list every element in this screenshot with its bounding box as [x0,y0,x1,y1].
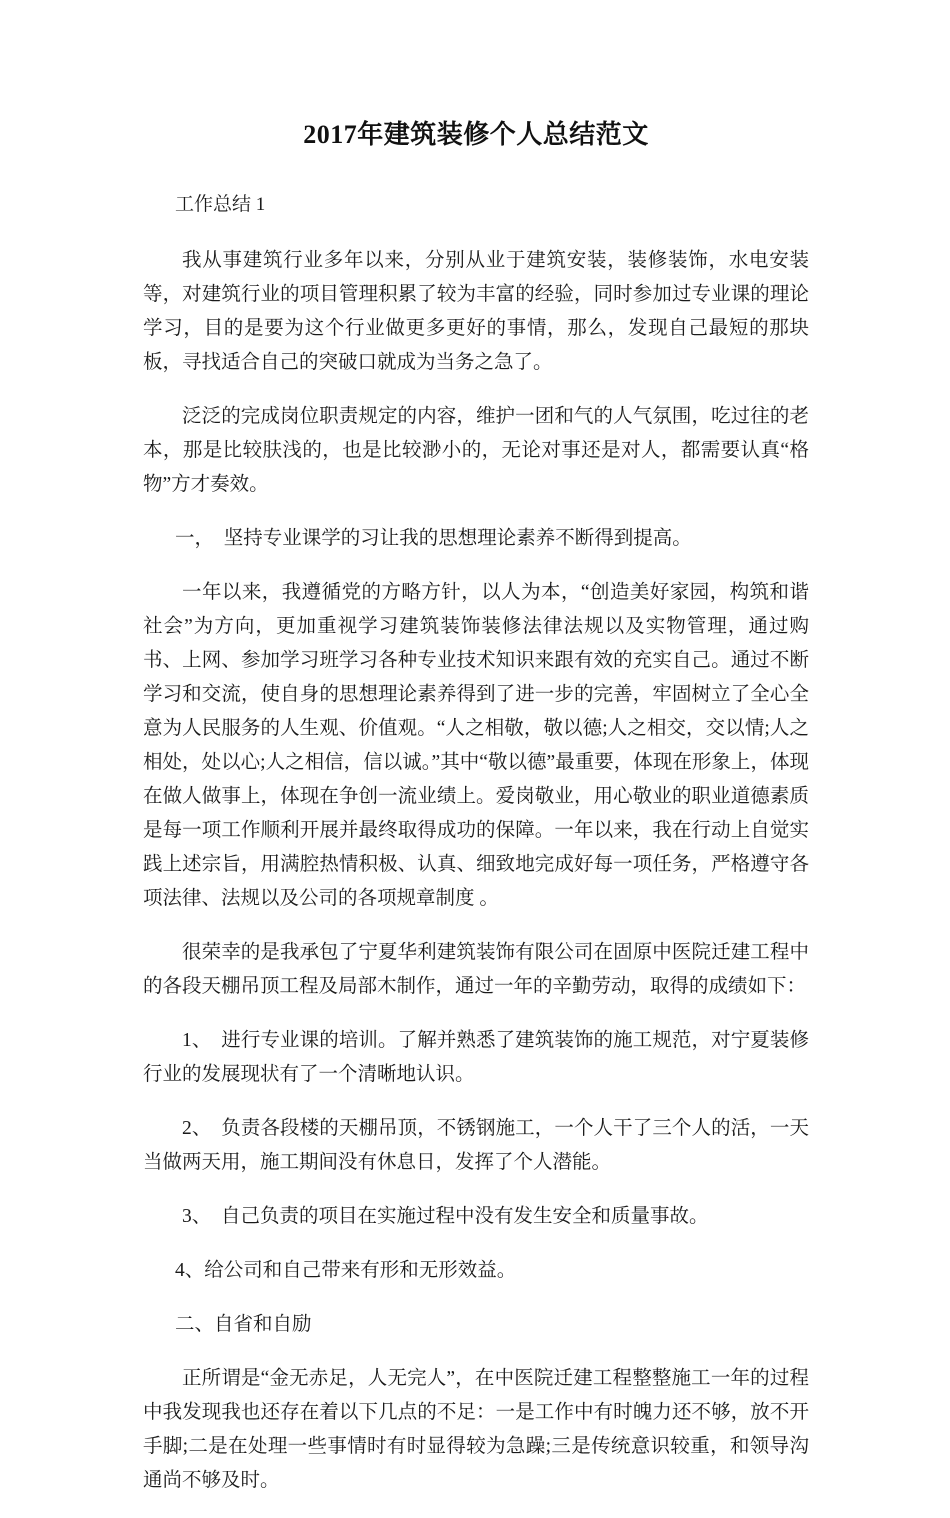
body-paragraph: 正所谓是“金无赤足，人无完人”，在中医院迁建工程整整施工一年的过程中我发现我也还存在着以下几点的不足：一是工作中有时魄力还不够，放不开手脚;二是在处理一些事情时有时显得较为急躁;三是传统意识较重，和领导沟通尚不够及时。 [143,1368,809,1491]
list-item: 3、 自己负责的项目在实施过程中没有发生安全和质量事故。 [182,1206,709,1227]
document-content [143,0,809,1518]
list-item: 1、 进行专业课的培训。了解并熟悉了建筑装饰的施工规范，对宁夏装修行业的发展现状有了一个清晰地认识。 [143,1030,809,1085]
body-paragraph: 很荣幸的是我承包了宁夏华利建筑装饰有限公司在固原中医院迁建工程中的各段天棚吊顶工程及局部木制作，通过一年的辛勤劳动，取得的成绩如下： [143,942,809,997]
section-heading-one: 一， 坚持专业课学的习让我的思想理论素养不断得到提高。 [175,528,692,549]
list-item: 4、给公司和自己带来有形和无形效益。 [175,1260,517,1281]
body-paragraph: 泛泛的完成岗位职责规定的内容，维护一团和气的人气氛围，吃过往的老本，那是比较肤浅的，也是比较渺小的，无论对事还是对人，都需要认真“格物”方才奏效。 [143,406,809,495]
document-subtitle: 工作总结 1 [175,194,266,215]
body-paragraph: 一年以来，我遵循党的方略方针，以人为本，“创造美好家园，构筑和谐社会”为方向，更加重视学习建筑装饰装修法律法规以及实物管理，通过购书、上网、参加学习班学习各种专业技术知识来跟有效的充实自己。通过不断学习和交流，使自身的思想理论素养得到了进一步的完善，牢固树立了全心全意为人民服务的人生观、价值观。“人之相敬，敬以德;人之相交，交以情;人之相处，处以心;人之相信，信以诚。”其中“敬以德”最重要，体现在形象上，体现在做人做事上，体现在争创一流业绩上。爱岗敬业，用心敬业的职业道德素质是每一项工作顺利开展并最终取得成功的保障。一年以来，我在行动上自觉实践上述宗旨，用满腔热情积极、认真、细致地完成好每一项任务，严格遵守各项法律、法规以及公司的各项规章制度 。 [143,582,809,909]
page-title: 2017年建筑装修个人总结范文 [303,120,649,149]
body-paragraph: 我从事建筑行业多年以来，分别从业于建筑安装，装修装饰，水电安装等，对建筑行业的项目管理积累了较为丰富的经验，同时参加过专业课的理论学习，目的是要为这个行业做更多更好的事情，那么，发现自己最短的那块板，寻找适合自己的突破口就成为当务之急了。 [143,250,809,373]
list-item: 2、 负责各段楼的天棚吊顶，不锈钢施工，一个人干了三个人的活，一天当做两天用，施工期间没有休息日，发挥了个人潜能。 [143,1118,809,1173]
section-heading-two: 二、自省和自励 [175,1314,312,1335]
